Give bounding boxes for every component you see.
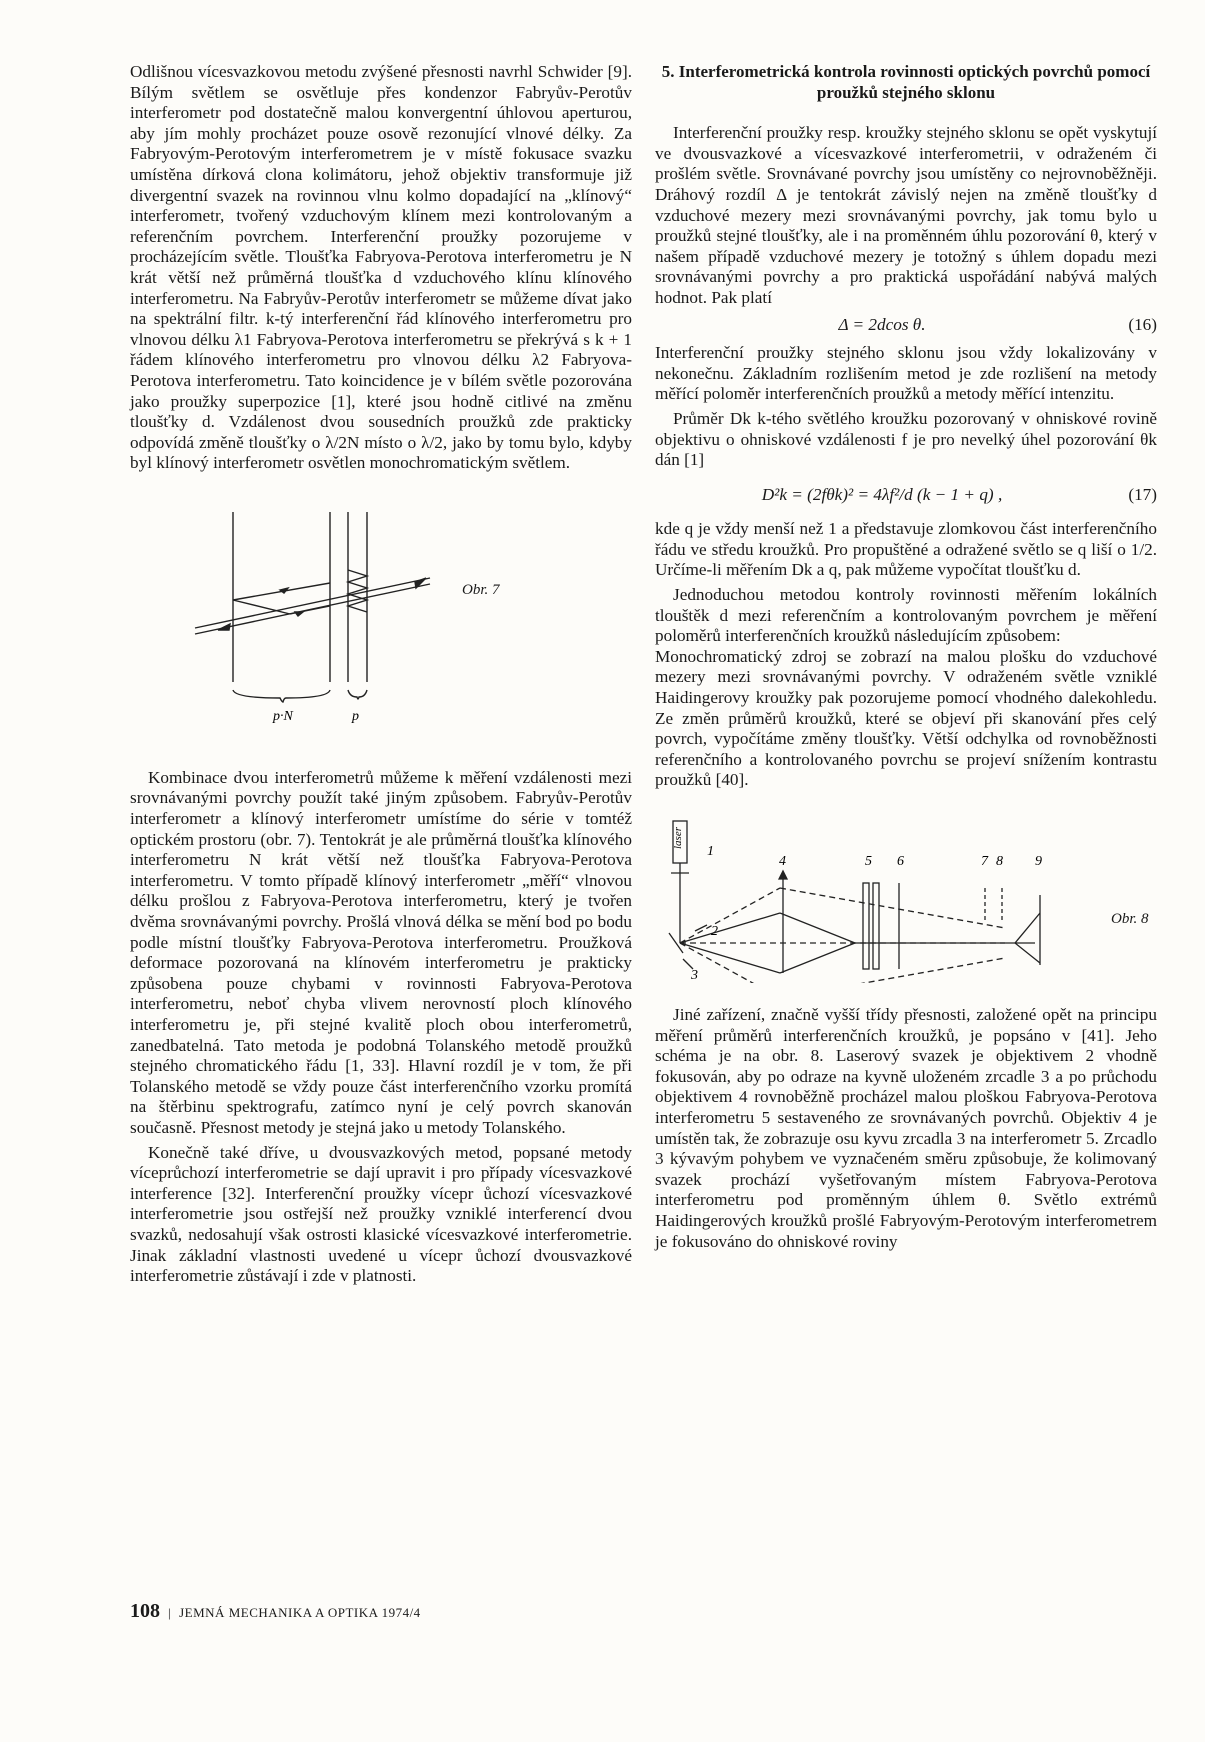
equation-16 <box>655 315 1157 336</box>
equation-number: (16) <box>1128 314 1157 334</box>
left-column <box>130 62 632 1287</box>
label-pn: p·N <box>273 708 293 724</box>
figure-8 <box>655 813 1157 983</box>
paragraph: Průměr Dk k-tého světlého kroužku pozorovaný v ohniskové rovině objektivu o ohniskové vzdálenosti f je pro nevelký úhel pozorování θk dán [1] <box>655 408 1157 470</box>
journal-name: JEMNÁ MECHANIKA A OPTIKA 1974/4 <box>179 1605 421 1620</box>
paragraph: Jiné zařízení, značně vyšší třídy přesnosti, založené opět na principu měření průměrů interferenčních kroužků, je popsáno v [41]. Jeho schéma je na obr. 8. Laserový svazek je objektivem 2 vhodně fokusován, aby po odraze na kyvně uloženém zrcadle 3 a po průchodu objektivem 4 rovnoběžně procházel malou ploškou Fabryova-Perotova interferometru 5 sestaveného ze srovnávaných povrchů. Objektiv 4 je umístěn tak, že zobrazuje osu kyvu zrcadla 3 na interferometr 5. Zrcadlo 3 kývavým pohybem ve vyznačeném směru způsobuje, že kolimovaný svazek prochází vyšetřovaným místem Fabryova-Perotova interferometru pod proměnným úhlem θ. Světlo extrémů Haidingerových kroužků prošlé Fabryovým-Perotovým interferometrem je fokusováno do ohniskové roviny <box>655 1005 1157 1251</box>
fig8-label-3: 3 <box>691 968 698 983</box>
fig8-label-9: 9 <box>1035 854 1042 869</box>
figure-7-caption: Obr. 7 <box>462 581 500 598</box>
figure-7-diagram <box>130 502 632 748</box>
fig8-label-6: 6 <box>897 854 904 869</box>
paragraph: Interferenční proužky stejného sklonu jsou vždy lokalizovány v nekonečnu. Základním rozlišením metod je zde rozlišení na metody měřící poloměr interferenčních proužků a metody měřící intenzitu. <box>655 343 1157 404</box>
paragraph: kde q je vždy menší než 1 a představuje zlomkovou část interferenčního řádu ve středu kroužků. Pro propuštěné a odražené světlo se q liší o 1/2. Určíme-li měřením Dk a q, pak můžeme vypočítat tloušťku d. <box>655 519 1157 580</box>
figure-8-diagram <box>655 813 1157 983</box>
figure-7 <box>130 502 632 748</box>
paragraph: Konečně také dříve, u dvousvazkových metod, popsané metody víceprůchozí interferometrie se dají upravit i pro případy vícesvazkové interference [32]. Interferenční proužky vícepr ůchozí vícesvazkové interferometrie jsou ostřejší než proužky vzniklé interferencí dvou svazků, nedosahují však ostrosti klasické vícesvazkové interferometrie. Jinak základní vlastnosti uvedené u vícepr ůchozí dvousvazkové interferometrie zůstávají i zde v platnosti. <box>130 1142 632 1286</box>
paragraph: Interferenční proužky resp. kroužky stejného sklonu se opět vyskytují ve dvousvazkové a vícesvazkové interferometrii, v odraženém či prošlém světle. Srovnávané povrchy jsou umístěny co nejrovnoběžněji. Dráhový rozdíl Δ je tentokrát závislý nejen na změně tloušťky d vzduchové mezery mezi srovnávanými povrchy, jak tomu bylo u proužků stejné tloušťky, ale i na proměnném úhlu pozorování θ, který v našem případě vzduchové mezery je totožný s úhlem dopadu mezi srovnávanými povrchy a pro praktická uspořádání nabývá malých hodnot. Pak platí <box>655 123 1157 307</box>
fig8-label-1: 1 <box>707 844 714 859</box>
label-p: p <box>352 708 359 724</box>
fig8-label-4: 4 <box>779 854 786 869</box>
page-footer: 108 | JEMNÁ MECHANIKA A OPTIKA 1974/4 <box>130 1600 421 1622</box>
laser-label: laser <box>672 827 684 849</box>
fig8-label-2: 2 <box>711 924 718 939</box>
paragraph: Odlišnou vícesvazkovou metodu zvýšené přesnosti navrhl Schwider [9]. Bílým světlem se osvětluje přes kondenzor Fabryův-Perotův interferometr pod dostatečně malou konvergentní úhlovou aperturou, aby jím mohly procházet pouze osově rezonující vlnové délky. Za Fabryovým-Perotovým interferometrem je v místě fokusace svazku umístěna dírková clona kolimátoru, jehož objektiv transformuje již divergentní svazek na rovinnou vlnu kolmo dopadající na „klínový“ interferometr, tvořený vzduchovým klínem mezi kontrolovaným a referenčním povrchem. Interferenční proužky pozorujeme v procházejícím světle. Tloušťka Fabryova-Perotova interferometru je N krát větší než průměrná tloušťka d vzduchového klínu klínového interferometru. Na Fabryův-Perotův interferometr se můžeme dívat jako na spektrální filtr. k-tý interferenční řád klínového interferometru pro vlnovou délku λ1 Fabryova-Perotova interferometru se překrývá s k + 1 řádem klínového interferometru pro vlnovou délku λ2 Fabryova-Perotova interferometru. Tato koincidence je v bílém světle pozorována jako proužky superpozice [1], které jsou hodně citlivé na změnu tloušťky d. Vzdálenost dvou sousedních proužků zde prakticky odpovídá změně tloušťky o λ/2N místo o λ/2, jako by tomu bylo, kdyby byl klínový interferometr osvětlen monochromatickým světlem. <box>130 62 632 473</box>
right-column <box>655 62 1157 1252</box>
equation-number: (17) <box>1128 484 1157 504</box>
figure-8-caption: Obr. 8 <box>1111 911 1149 927</box>
paragraph: Jednoduchou metodou kontroly rovinnosti měřením lokálních tlouštěk d mezi referenčním a kontrolovaným povrchem je měření poloměrů interferenčních kroužků následujícím způsobem: <box>655 585 1157 646</box>
equation-17 <box>655 485 1157 506</box>
equation-formula: D²k = (2fθk)² = 4λf²/d (k − 1 + q) , <box>761 484 1003 504</box>
page-number: 108 <box>130 1600 160 1622</box>
fig8-label-8: 8 <box>996 854 1003 869</box>
fig8-label-5: 5 <box>865 854 872 869</box>
paragraph: Monochromatický zdroj se zobrazí na malou plošku do vzduchové mezery mezi srovnávanými povrchy. V odraženém světle vzniklé Haidingerovy kroužky pak pozorujeme pomocí vhodného dalekohledu. Ze změn průměrů kroužků, které se objeví při skanování přes celý povrch, vypočítáme změny tloušťky. Větší odchylka od rovnoběžnosti referenčního a kontrolovaného povrchu se projeví snížením kontrastu proužků [40]. <box>655 646 1157 790</box>
fig8-label-7: 7 <box>981 854 988 869</box>
equation-formula: Δ = 2dcos θ. <box>838 314 926 334</box>
section-heading: 5. Interferometrická kontrola rovinnosti optických povrchů pomocí proužků stejného sklonu <box>661 62 1151 102</box>
paragraph: Kombinace dvou interferometrů můžeme k měření vzdálenosti mezi srovnávanými povrchy použít také jiným způsobem. Fabryův-Perotův interferometr a klínový interferometr umístíme do série v tomtéž optickém prostoru (obr. 7). Tentokrát je ale průměrná tloušťka klínového interferometru N krát větší než tloušťka Fabryova-Perotova interferometru. V tomto případě klínový interferometr „měří“ vlnovou délku prošlou z Fabryova-Perotova interferometru, který je tvořen dvěma srovnávanými povrchy. Prošlá vlnová délka se mění bod po bodu podle místní tloušťky Fabryova-Perotova interferometru. Proužková deformace pozorovaná na klínovém interferometru je prakticky způsobena pouze chybami v rovinnosti Fabryova-Perotova interferometru, neboť chyba vlivem nerovností ploch klínového interferometru je, při stejné kvalitě ploch obou interferometrů, zanedbatelná. Tato metoda je podobná Tolanského metodě proužků stejného chromatického řádu [1, 33]. Hlavní rozdíl je v tom, že při Tolanského metodě se vždy pouze část interferenčního vzorku promítá na štěrbinu spektrografu, zatímco nyní je celý povrch skanován současně. Přesnost metody je stejná jako u metody Tolanského. <box>130 767 632 1137</box>
